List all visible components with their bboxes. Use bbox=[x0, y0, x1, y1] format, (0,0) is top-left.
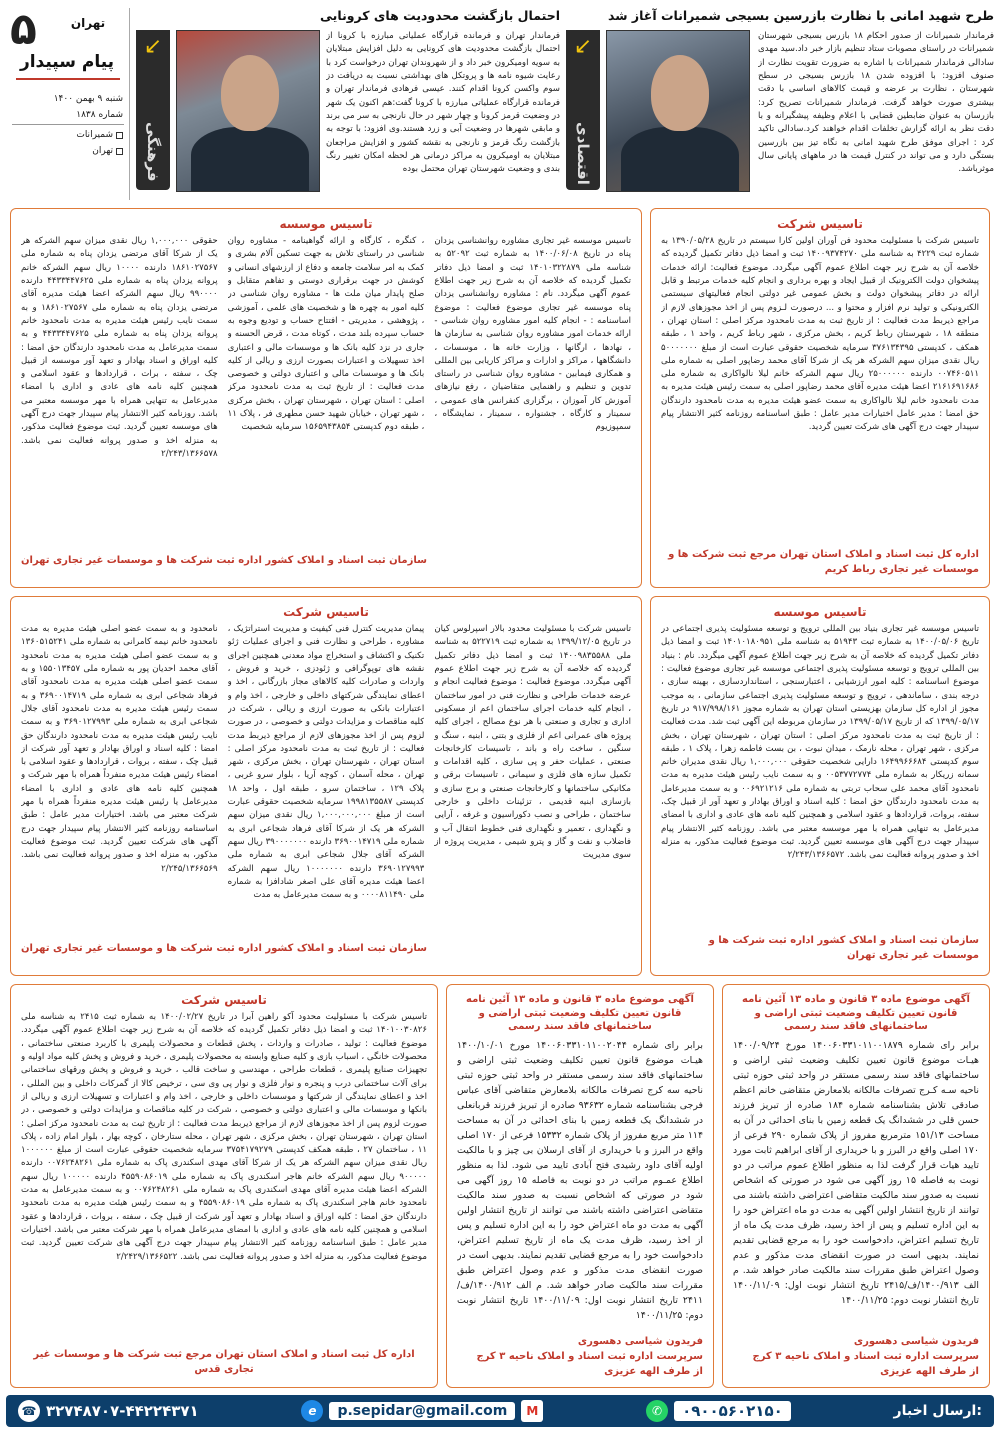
story-left-body: فرماندار تهران و فرمانده قرارگاه عملیاتی مبارزه با کرونا از احتمال بازگشت محدودیت های کرونایی به دلیل افزایش مبتلایان به سویه اومیکرون خبر داد و از شهروندان تهران درخواست کرد با رعایت شیوه نامه ها و پروتکل های بهداشتی نسبت به دریافت دز سوم واکسن کرونا اقدام کنند. عیسی فرهادی فرماندار تهران و فرمانده قرارگاه عملیاتی مبارزه با کرونا گفت:هم اکنون یک شهر در وضعیت قرمز کرونا و چهار شهر در حال نارنجی به سر می برند و مابقی شهرها در وضعیت آبی و زرد هستند.وی افزود: با توجه به بازگشت رنگ قرمز و نارنجی به نقشه کشور و افزایش مراجعان مبتلایان به اومیکرون به مراکز درمانی هر لحظه امکان تغییر رنگ بندی و وضعیت شهرستان تهران محتمل بوده bbox=[326, 31, 560, 175]
issue-date: شنبه ۹ بهمن ۱۴۰۰ bbox=[53, 94, 123, 104]
ad-body: تاسیس شرکت با مسئولیت محدود آکو راهین آبرا در تاریخ ۱۴۰۰/۰۲/۲۷ به شماره ثبت ۲۴۱۵ به شناسه ملی ۱۴۰۱۰۰۳۰۸۲۶ ثبت و امضا ذیل دفاتر تکمیل گردیده که خلاصه آن به شرح زیر جهت اطلاع عموم آگهی میگردد. موضوع فعالیت : تولید ، صادرات و واردات ، پخش قطعات و محصولات پلیمری با کاربرد صنعتی ساختمانی ، محصولات خانگی ، اسباب بازی و کلیه صنایع وابسته به محصولات پلیمری ، خرید و فروش و پخش کلیه مواد اولیه و تجهیزات صنایع پلیمری ، قطعات طراحی ، مهندسی و ساخت قالب ، خرید و فروش و پخش ورقهای ساختمانی برای آلات ساختمانی درب و پنجره و نوار فلزی و نوار پی وی سی ، ترخیص کالا از گمرکات داخلی و بین المللی ، اخذ و اعطای نمایندگی از شرکتها و موسسات داخلی و خارجی ، اخذ وام و اعتبارات و تسهیلات ارزی و ریالی از بانکها و موسسات مالی و اعتباری دولتی و خصوصی ، شرکت در کلیه مناقصات و مزایدات دولتی و خصوصی ، در صورت لزوم پس از اخذ مجوزهای لازم از مراجع ذیربط مدت فعالیت : از تاریخ ثبت به مدت نامحدود مرکز اصلی : استان تهران ، شهرستان تهران ، بخش مرکزی ، شهر تهران ، محله ستارخان ، کوچه بهار ، بلوار امام زاده ، پلاک ۱۱ ، ساختمان ۲۷ ، طبقه همکف کدپستی ۳۷۵۴۱۷۹۲۷۹ سرمایه شخصیت حقوقی عبارت است از مبلغ ۱۰۰۰۰۰۰ ریال نقدی میزان سهم الشرکه هر یک از شرکا آقای مهدی اسکندری پاک به شماره ملی ۰۰۷۶۲۴۸۲۶۱ دارنده ۹۰۰۰۰۰ ریال سهم الشرکه خانم هاجر اسکندری پاک به شماره ملی ۴۵۵۹۰۸۶۰۱۹ دارنده ۱۰۰۰۰۰ ریال سهم الشرکه اعضا هیئت مدیره آقای مهدی اسکندری پاک به شماره ملی ۰۰۷۶۲۴۸۲۶۱ و به سمت مدیرعامل به مدت نامحدود خانم هاجر اسکندری پاک به شماره ملی ۴۵۵۹۰۸۶۰۱۹ و به سمت رئیس هیئت مدیره به مدت نامحدود دارندگان حق امضا : کلیه اوراق و اسناد بهادار و تعهد آور شرکت از قبیل چک ، سفته ، بروات ، قراردادها و عقود اسلامی و همچنین کلیه نامه های عادی و اداری با امضای مدیرعامل همراه با مهر شرکت معتبر می باشد. اختیارات مدیر عامل : طبق اساسنامه روزنامه کثیر الانتشار پیام سپیدار جهت درج آگهی های شرکت تعیین گردید. ثبت موضوع فعالیت مذکور، به منزله اخذ و صدور پروانه فعالیت نمی باشد. ۲/۲۴۲۹/۱۳۶۶۵۲۲ bbox=[21, 1012, 427, 1262]
ad-body-col2: ، کنگره ، کارگاه و ارائه گواهینامه - مشاوره روان شناسی در راستای تلاش به جهت تسکین آلام بشری و کمک به امر سلامت جامعه و دفاع از ارزشهای انسانی و کوشش در جهت برقراری دوستی و تفاهم متقابل و صلح پایدار میان ملت ها - مشاوره روان شناسی در کلیه امور به چهره ها و شخصیت های علمی ، آموزشی ، پژوهشی ، مدیریتی - افتتاح حساب و تودیع وجوه به حساب سپرده بلند مدت ، کوتاه مدت ، قرض الحسنه و جاری در نزد کلیه بانک ها و موسسات مالی و اعتباری اخذ تسهیلات و اعتبارات بصورت ارزی و ریالی از کلیه بانک ها و موسسات مالی و اعتباری دولتی و خصوصی مدت فعالیت : از تاریخ ثبت به مدت نامحدود مرکز اصلی : استان تهران ، شهرستان تهران ، بخش مرکزی ، شهر تهران ، خیابان شهید حسن مطهری فر ، پلاک ۱۱ ، طبقه دوم کدپستی ۱۵۶۵۹۴۳۸۵۴ سرمایه شخصیت bbox=[227, 236, 425, 433]
section-tag-cultural bbox=[136, 30, 170, 190]
ad-title: تاسیس شرکت bbox=[181, 993, 267, 1007]
ad-body: تاسیس شرکت با مسئولیت محدود فن آوران اولین کارا سیستم در تاریخ ۱۳۹۰/۰۵/۲۸ به شماره ثبت ۴۲۲۹ به شناسه ملی ۱۴۰۰۹۳۷۴۲۷۰ ثبت و امضا ذیل دفاتر تکمیل گردیده که خلاصه آن به شرح زیر جهت اطلاع عموم آگهی میگردد. موضوع فعالیت: ارائه خدمات پیشخوان دولت الکترونیک از قبیل ایجاد و بهره برداری و انجام کلیه خدمات مرتبط و قابل ارائه در دفاتر پیشخوان دولت و بخش عمومی غیر دولتی انجام فعالیتهای سیستمی الکترونیکی و تولید نرم افزار و محتوا و ... درصورت لـزوم پس از اخذ مجوزهای لازم از مراجع ذیربط مدت فعالیت : از تاریخ ثبت به مدت نامحدود مرکز اصلی : استان تهران ، منطقه ۱۸ ، شهرستان رباط کریم ، بخش مرکزی ، شهر رباط کریم ، واحد ۱ ، طبقه همکف ، کدپستی ۳۷۶۱۳۴۳۹۵ سرمایه شخصیت حقوقی عبارت است از مبلغ ۵۰۰۰۰۰۰۰ ریال نقدی میزان سهم الشرکه هر یک از شرکا آقای محمد رضاپور اصلی به شماره ملی ۰۰۷۴۶۰۵۱۱ دارنده ۲۵۰۰۰۰۰۰ ریال سهم الشرکه خانم لیلا نالواکاری به شماره ملی ۲۱۶۱۶۹۱۶۸۶ اعضا هیئت مدیره آقای محمد رضاپور اصلی به سمت رئیس هیئت مدیره به مدت نامحدود خانم لیلا نالواکاری به سمت عضو هیئت مدیره به مدت نامحدود دارندگان حق امضا : مدیر عامل اختیارات مدیر عامل : طبق اساسنامه روزنامه کثیر الانتشار پیام سپیدار جهت درج آگهی های شرکت تعیین گردید. bbox=[661, 236, 979, 433]
arrow-icon: ↙ bbox=[143, 34, 163, 59]
ad-company-registration-1 bbox=[650, 208, 990, 588]
ad-body: برابر رای شماره ۱۴۰۰۶۰۳۳۱۰۱۱۰۰۱۸۷۹ مورخ ۱۴۰۰/۰۹/۲۴ هیـات موضوع قانون تعیین تکلیف وضعیت ثبتی اراضی و ساختمانهای فاقد سند رسمی مستقر در واحد ثبتی حوزه ثبتی ناحیه سـه کـرج تصرفات مالکانه بلامعارض متقاضی خانم اعظم صادقی تلاش بشناسنامه شماره ۱۸۴ صادره از تبریز فرزند حسن قلی در ششدانگ یک قطعه زمین با بنای احداثی در آن به مساحت ۱۵۱/۱۳ مترمربع مفروز از پلاک شماره ۲۹۰ فرعی از ۱۷۰ اصلی واقع در البرز و با خریداری از آقای ابراهیم ثابت مورد تایید هیات قرار گرفت لذا به منظور اطلاع عموم مراتب در دو نوبت به فاصله ۱۵ روز آگهی می شود در صورتی که اشخاص نسبت به صدور سند مالکیت متقاضی اعتراضی داشته باشند می توانند از تاریخ انتشار اولین آگهی به مدت دو ماه اعتراض خود را به این اداره تسلیم و پس از اخذ رسید، ظرف مدت یک ماه از تاریخ تسلیم اعتراض، دادخواست خود را به مرجع قضایی تقدیم نمایند. بدیهی است در صورت انقضای مدت مذکور و عدم وصول اعتراض طبق مقررات سند مالکیت صادر خواهد شد. م الف ۱۴۰۰/۹۱۳/ف/۲۴۱۵ تاریخ انتشار نوبت اول: ۱۴۰۰/۱۱/۰۹ تاریخ انتشار نوبت دوم: ۱۴۰۰/۱۱/۲۵ bbox=[733, 1039, 979, 1307]
ad-company-registration-3 bbox=[10, 984, 438, 1388]
ad-title: آگهی موضوع ماده ۳ قانون و ماده ۱۳ آئین نامه قانون تعیین تکلیف وضعیت ثبتی اراضی و ساختمانهای فاقد سند رسمی bbox=[742, 994, 970, 1032]
tag-shemiranat: شمیرانات bbox=[76, 130, 123, 140]
ad-body-col1: تاسیس موسسه غیر تجاری مشاوره روانشناسی یزدان پناه در تاریخ ۱۴۰۰/۰۶/۰۸ به شماره ثبت ۵۲۰۹۲ به شناسه ملی ۱۴۰۱۰۳۲۲۸۷۹ ثبت و امضا ذیل دفاتر تکمیل گردیده که خلاصه آن به شرح زیر جهت اطلاع عموم آگهی میگردد. نام : مشاوره روانشناسی یزدان پناه موسسه غیر تجاری موضوع فعالیت : موضوع اساسنامه : - انجام کلیه امور مشاوره روان شناسی - ارائه خدمات امور مشاوره روان شناسی به سازمان ها ، نهادها ، ارگانها ، وزارت خانه ها ، موسسات ، دانشگاهها ، مراکز و ادارات و مراکز کاریابی بین المللی و همکاری فیمابین - مشاوره روان شناسی در راستای تدوین و تنظیم و راهنمایی متقاضیان ، رفع نیازهای آموزش کار آموزان ، برگزاری کنفرانس های عمومی ، سمینار و کارگاه ، جشنواره ، سمینار ، نمایشگاه ، سمپوزیوم bbox=[434, 236, 631, 433]
story-left-headline: احتمال بازگشت محدودیت های کرونایی bbox=[320, 8, 560, 23]
ad-title: تاسیس شرکت bbox=[777, 217, 863, 231]
whatsapp-number: ۰۹۰۰۵۶۰۲۱۵۰ bbox=[674, 1401, 791, 1421]
ad-footer: اداره کل ثبت اسناد و املاک استان تهران مرجع ثبت شرکت ها و موسسات غیر تجاری قدس bbox=[33, 1349, 415, 1375]
footer-phone[interactable] bbox=[18, 1400, 199, 1422]
photo-suit bbox=[191, 127, 309, 192]
ad-footer: اداره کل ثبت اسناد و املاک استان تهران مرجع ثبت شرکت ها و موسسات غیر تجاری رباط کریم bbox=[668, 549, 979, 575]
page-number: ۵ bbox=[10, 4, 37, 55]
ad-institute-registration-2 bbox=[650, 596, 990, 976]
story-right-photo bbox=[606, 30, 750, 192]
phone-icon: ☎ bbox=[18, 1400, 40, 1422]
ad-body: تاسیس موسسه غیر تجاری بنیاد بین المللی ترویج و توسعه مسئولیت پذیری اجتماعی در تاریخ ۱۴۰۰/۰۵/۰۶ به شماره ثبت ۵۱۹۴۳ به شناسه ملی ۱۴۰۱۰۱۸۰۹۵۱ ثبت و امضا ذیل دفاتر تکمیل گردیده که خلاصه آن به شرح زیر جهت اطلاع عموم آگهی میگردد. نام : بنیاد بین المللی ترویج و توسعه مسئولیت پذیری اجتماعی موسسه غیر تجاری موضوع فعالیت : موضوع اساسنامه : کلیه امور ارزشیابی ، اعتبارسنجی ، استانداردسازی ، بهینه سازی ، درجه بندی ، ساماندهی ، ترویج و توسعه مسئولیت پذیری اجتماعی سازمانی ، به موجب مجوز از اداره کل سازمان بهزیستی استان تهران به شماره مجوز ۹۱۷/۹۹۸/۱۶۱ در تاریخ ۱۳۹۹/۰۵/۱۷ که از تاریخ ۱۳۹۹/۰۵/۱۷ در سازمان مربوطه این آگهی ثبت شد. مدت فعالیت : از تاریخ ثبت به مدت نامحدود مرکز اصلی : استان تهران ، شهرستان تهران ، بخش مرکزی ، شهر تهران ، محله نارمک ، میدان نبوت ، بن بست فاطمه زهرا ، پلاک ۱ ، طبقه سوم کدپستی ۱۶۴۹۹۶۶۶۸۴ دارایی شخصیت حقوقی ۱,۰۰۰,۰۰۰ ریال نقدی مدیران خانم سمانه زریکار به شماره ملی ۰۰۵۳۷۷۲۷۷۴ و به سمت نایب رئیس هیئت مدیره به مدت نامحدود آقای محمد علی سحاب تربتی به شماره ملی ۰۰۶۹۲۱۲۱۶ و به سمت مدیرعامل به مدت نامحدود دارندگان حق امضا : کلیه اسناد و اوراق بهادار و تعهد آور از قبیل چک، سفته، بروات، قراردادها و عقود اسلامی و همچنین کلیه نامه های عادی و اداری با امضای مدیرعامل به تنهایی همراه با مهر موسسه معتبر می باشد. روزنامه کثیر الانتشار پیام سپیدار جهت درج آگهی های موسسه تعیین گردید. ثبت موضوع فعالیت مذکور، به منزله اخذ و صدور پروانه فعالیت نمی باشد. ۲/۲۴۳/۱۳۶۶۵۷۲ bbox=[661, 624, 979, 861]
ad-footer: فریدون شیاسی دهسوری سرپرست اداره ثبت اسناد و املاک ناحیه ۳ کرج از طرف الهه عزیزی bbox=[476, 1335, 703, 1377]
ad-columns bbox=[21, 623, 631, 941]
tag-tehran: تهران bbox=[92, 146, 123, 156]
tag-box-icon bbox=[116, 148, 123, 155]
story-right-body: فرماندار شمیرانات از صدور احکام ۱۸ بازرس بسیجی شهرستان شمیرانات در راستای مصوبات ستاد تنظیم بازار خبر داد.سید مهدی سادالی فرماندار شمیرانات با اشاره به ضرورت تقویت نظارت از صنوف افزود: با افزوده شدن ۱۸ بازرس بسیجی در سطح شهرستان ، نظارت بر عرضه و قیمت کالاهای اساسی با دقت بیشتری صورت خواهد گرفت. فرماندار شمیرانات تصریح کرد: بازرسان به عنوان ضابطین قضایی با اعلام وظیفه پیشگیرانه و با دقت نظر به ارائه گزارش تخلفات اقدام خواهند کرد.سادالی تاکید کرد : اجرای موفق طرح شهید امانی به نگاه تیز بین بازرسین بستگی دارد و می تواند در کنترل قیمت ها در ماههای پایانی سال موثرباشد. bbox=[758, 31, 994, 175]
ad-title: تاسیس شرکت bbox=[283, 605, 369, 619]
section-tag-economic bbox=[566, 30, 600, 190]
ad-body-col2: پیمان مدیریت کنترل فنی کیفیت و مدیریت استراتژیک ، مشاوره ، طراحی و نظارت فنی و اجرای عملیات ژئو تکنیک و اکتشاف و استخراج مواد معدنی همچنین اجرای نقشه های توپوگرافی و ژئودزی ، خرید و فروش ، واردات و صادرات کلیه کالاهای مجاز بازرگانی ، اخذ و اعطای نمایندگی شرکتهای داخلی و خارجی ، اخذ وام و اعتبارات بانکی به صورت ارزی و ریالی ، شرکت در کلیه مناقصات و مزایدات دولتی و خصوصی ، در صورت لزوم پس از اخذ مجوزهای لازم از مراجع ذیربط مدت فعالیت : از تاریخ ثبت به مدت نامحدود مرکز اصلی : استان تهران ، شهرستان تهران ، بخش مرکزی ، شهر تهران ، محله آسمان ، کوچه آریا ، بلوار سرو غربی ، پلاک ۱۲۹ ، ساختمان سرو ، طبقه اول ، واحد ۱۸ کدپستی ۱۹۹۸۱۳۵۵۸۷ سرمایه شخصیت حقوقی عبارت است از مبلغ ۱,۰۰۰,۰۰۰,۰۰۰ ریال نقدی میزان سهم الشرکه هر یک از شرکا آقای فرهاد شجاعی ابری به شماره ملی ۳۶۹۰۰۱۴۷۱۹ دارنده ۳۹۰۰۰۰۰۰۰ ریال سهم الشرکه آقای جلال شجاعی ابری به شماره ملی ۳۶۹۰۱۲۷۹۹۳ دارنده ۱۰۰۰۰۰۰۰ ریال سهم الشرکه اعضا هیئت مدیره آقای علی اصغر شادافزا به شماره ملی ۰۰۰۰۸۱۱۴۹۰ و به سمت مدیرعامل به مدت bbox=[227, 624, 425, 901]
gmail-icon: M bbox=[521, 1400, 543, 1422]
internet-explorer-icon: e bbox=[301, 1400, 323, 1422]
photo-suit bbox=[621, 127, 739, 192]
ad-footer: سازمان ثبت اسناد و املاک کشور اداره ثبت شرکت ها و موسسات غیر تجاری تهران bbox=[708, 935, 979, 961]
logo-name: پیام سپیدار bbox=[19, 52, 115, 72]
phone-number: ۳۲۷۴۸۷۰۷-۴۴۲۲۴۳۷۱ bbox=[46, 1402, 199, 1420]
logo-city: تهران bbox=[70, 16, 106, 30]
tag-box-icon bbox=[116, 132, 123, 139]
email-address: p.sepidar@gmail.com bbox=[329, 1402, 515, 1420]
ad-body-col3: نامحدود و به سمت عضو اصلی هیئت مدیره به مدت نامحدود خانم نیمه کامرانی به شماره ملی ۱۳۶۰۵۱۵۲۴۱ و به سمت عضو اصلی هیئت مدیره به مدت نامحدود آقای محمد احدیان پور به شماره ملی ۱۵۵۰۱۳۴۵۷ و به سمت عضو اصلی هیئت مدیره به مدت نامحدود آقای فرهاد شجاعی ابری به شماره ملی ۳۶۹۰۰۱۴۷۱۹ و به سمت رئیس هیئت مدیره به مدت نامحدود آقای جلال شجاعی ابری به شماره ملی ۳۶۹۰۱۲۷۹۹۳ و به سمت نایب رئیس هیئت مدیره به مدت نامحدود دارندگان حق امضا : کلیه اسناد و اوراق بهادار و تعهد آور شرکت از قبیل چک ، سفته ، بروات ، قراردادها و عقود اسلامی با امضاء رئیس هیئت مدیره منفرداً همراه با مهر شرکت و همچنین کلیه نامه های عادی و اداری با امضاء مدیرعامل یا رئیس هیئت مدیره منفرداً همراه با مهر شرکت معتبر می باشد. اختیارات مدیر عامل : طبق اساسنامه روزنامه کثیر الانتشار پیام سپیدار جهت درج آگهی های شرکت تعیین گردید. ثبت موضوع فعالیت مذکور، به منزله اخذ و صدور پروانه فعالیت نمی باشد. ۲/۲۴۵/۱۳۶۶۵۶۹ bbox=[20, 624, 218, 874]
ad-company-registration-2 bbox=[10, 596, 642, 976]
ad-land-title-notice-1 bbox=[722, 984, 990, 1388]
section-label: فرهنگی bbox=[144, 122, 162, 182]
ad-body: برابر رای شماره ۱۴۰۰۶۰۳۳۱۰۱۱۰۰۲۰۴۴ مورخ ۱۴۰۰/۱۰/۰۱ هیـات موضوع قانون تعیین تکلیف وضعیت ثبتی اراضی و ساختمانهای فاقد سند رسمی مستقر در واحد ثبتی حوزه ثبتی ناحیه سه کرج تصرفات مالکانه بلامعارض متقاضی آقای عباس فرجی بشناسنامه شماره ۹۳۶۳۲ صادره از تبریز فرزند قربانعلی در ششدانگ یک قطعه زمین با بنای احداثی در آن به مساحت ۱۱۴ متر مربع مفروز از پلاک شماره ۱۵۳۳۲ فرعی از ۱۷۰ اصلی واقع در البرز و با خریداری از آقای ارسلان بی چیز و با مالکیت اولیه آقای داود رشیدی فتح آبادی تایید می شود. لذا به منظور اطلاع عمـوم مراتب در دو نوبت به فاصله ۱۵ روز آگهی می شود در صورتی که اشخاص نسبت به صدور سند مالکیت متقاضی اعتراضی داشته باشند می توانند از تاریخ انتشار اولین آگهی به مدت دو ماه اعتراض خود را به این اداره تسلیم و پس از اخذ رسید، ظرف مدت یک ماه از تاریخ تسلیم اعتراض، دادخواست خود را به مرجع قضایی تقدیم نمایند. بدیهی است در صورت انقضای مدت مذکور و عدم وصول اعتراض طبق مقررات سند مالکیت صادر خواهد شد. م الف ۱۴۰۰/۹۱۲/ف/۲۴۱۱ تاریخ انتشار نوبت اول: ۱۴۰۰/۱۱/۰۹ تاریخ انتشار نوبت دوم: ۱۴۰۰/۱۱/۲۵ bbox=[457, 1039, 703, 1322]
ad-body-col3: حقوقی ۱,۰۰۰,۰۰۰ ریال نقدی میزان سهم الشرکه هر یک از شرکا آقای مرتضی یزدان پناه به شماره ملی ۱۸۶۱۰۲۷۵۶۷ دارنده ۱۰۰۰۰ ریال سهم الشرکه خانم پروانه یزدان پناه به شماره ملی ۴۴۳۳۴۴۷۶۲۵ دارنده ۹۹۰۰۰۰ ریال سهم الشرکه اعضا هیئت مدیره آقای مرتضی یزدان پناه به شماره ملی ۱۸۶۱۰۲۷۵۶۷ و به سمت نایب رئیس هیئت مدیره به مدت نامحدود خانم پروانه یزدان پناه به شماره ملی ۴۴۳۳۴۴۷۶۲۵ و به سمت مدیرعامل به مدت نامحدود دارندگان حق امضا : کلیه اوراق و اسناد بهادار و تعهد آور موسسه از قبیل چک ، سفته ، برات ، قراردادها و عقود اسلامی و همچنین کلیه نامه های عادی و اداری با امضاء مدیرعامل به تنهایی همراه با مهر موسسه معتبر می باشد. روزنامه کثیر الانتشار پیام سپیدار جهت درج آگهی های موسسه تعیین گردید. ثبت موضوع فعالیت مذکور، به منزله اخذ و صدور پروانه فعالیت نمی باشد. ۲/۲۴۳/۱۳۶۶۵۷۸ bbox=[20, 236, 218, 459]
ad-footer: سازمان ثبت اسناد و املاک کشور اداره ثبت شرکت ها و موسسات غیر تجاری تهران bbox=[21, 943, 427, 954]
photo-face bbox=[651, 55, 709, 131]
footer-whatsapp[interactable] bbox=[646, 1400, 791, 1422]
logo bbox=[53, 16, 123, 30]
ad-title: تاسیس موسسه bbox=[279, 217, 373, 231]
ad-footer: فریدون شیاسی دهسوری سرپرست اداره ثبت اسناد و املاک ناحیه ۳ کرج از طرف الهه عزیزی bbox=[752, 1335, 979, 1377]
masthead bbox=[6, 4, 130, 200]
ad-title: تاسیس موسسه bbox=[773, 605, 867, 619]
photo-face bbox=[221, 55, 279, 131]
story-right bbox=[566, 8, 994, 200]
ad-footer: سازمان ثبت اسناد و املاک کشور اداره ثبت شرکت ها و موسسات غیر تجاری تهران bbox=[21, 555, 427, 566]
section-label: اقتصادی bbox=[574, 122, 592, 185]
footer-email[interactable] bbox=[301, 1400, 543, 1422]
story-right-headline: طرح شهید امانی با نظارت بازرسین بسیجی شمیرانات آغاز شد bbox=[608, 8, 994, 23]
ad-body-col1: تاسیس شرکت با مسئولیت محدود بالار اسپرلوس کیان در تاریخ ۱۳۹۹/۱۲/۰۵ به شماره ثبت ۵۲۲۷۱۹ به شناسه ملی ۱۴۰۰۹۸۳۵۵۸۸ ثبت و امضا ذیل دفاتر تکمیل گردیده که خلاصه آن به شرح زیر جهت اطلاع عموم آگهی میگردد. موضوع فعالیت : موضوع فعالیت انجام و عرضه خدمات طراحی و نظارت فنی در امور ساختمان ، انجام کلیه خدمات اجرای ساختمان اعم از مسکونی اداری و تجاری و صنعتی با هر نوع مصالح ، اجرای کلیه پروژه های عمرانی اعم از فلزی و بتنی ، ابنیه ، سنگ و سنگین ، ساخت راه و باند ، تاسیسات کارخانجات صنعتی ، عملیات حفر و پی سازی ، کلیه اقدامات و تکمیل سازه های فلزی و سیمانی ، تاسیسات برقی و مکانیکی ساختمانها و کارخانجات صنعتی و برج سازی و بازسازی ابنیه قدیمی ، تزئینات داخلی و خارجی ساختمان ، طراحی و نصب دکوراسیون و غرفه ، آرایی و نگهداری ، تعمیر و نگهداری فنی خطوط انتقال آب و فاضلاب و نفت و گاز و پترو شیمی ، مدیریت پروژه از سوی مدیریت bbox=[434, 624, 631, 861]
issue-number: شماره ۱۸۳۸ bbox=[76, 110, 123, 120]
contact-footer-bar bbox=[6, 1395, 994, 1427]
ad-institute-registration-1 bbox=[10, 208, 642, 588]
logo-underline bbox=[16, 78, 120, 80]
ad-title: آگهی موضوع ماده ۳ قانون و ماده ۱۳ آئین نامه قانون تعیین تکلیف وضعیت ثبتی اراضی و ساختمانهای فاقد سند رسمی bbox=[466, 994, 694, 1032]
ad-columns bbox=[21, 235, 631, 553]
story-left bbox=[136, 8, 560, 200]
masthead-divider bbox=[12, 124, 124, 125]
story-left-photo bbox=[176, 30, 320, 192]
whatsapp-icon: ✆ bbox=[646, 1400, 668, 1422]
footer-label: ارسال اخبار: bbox=[893, 1403, 982, 1419]
arrow-icon: ↙ bbox=[573, 34, 593, 59]
ad-land-title-notice-2 bbox=[446, 984, 714, 1388]
